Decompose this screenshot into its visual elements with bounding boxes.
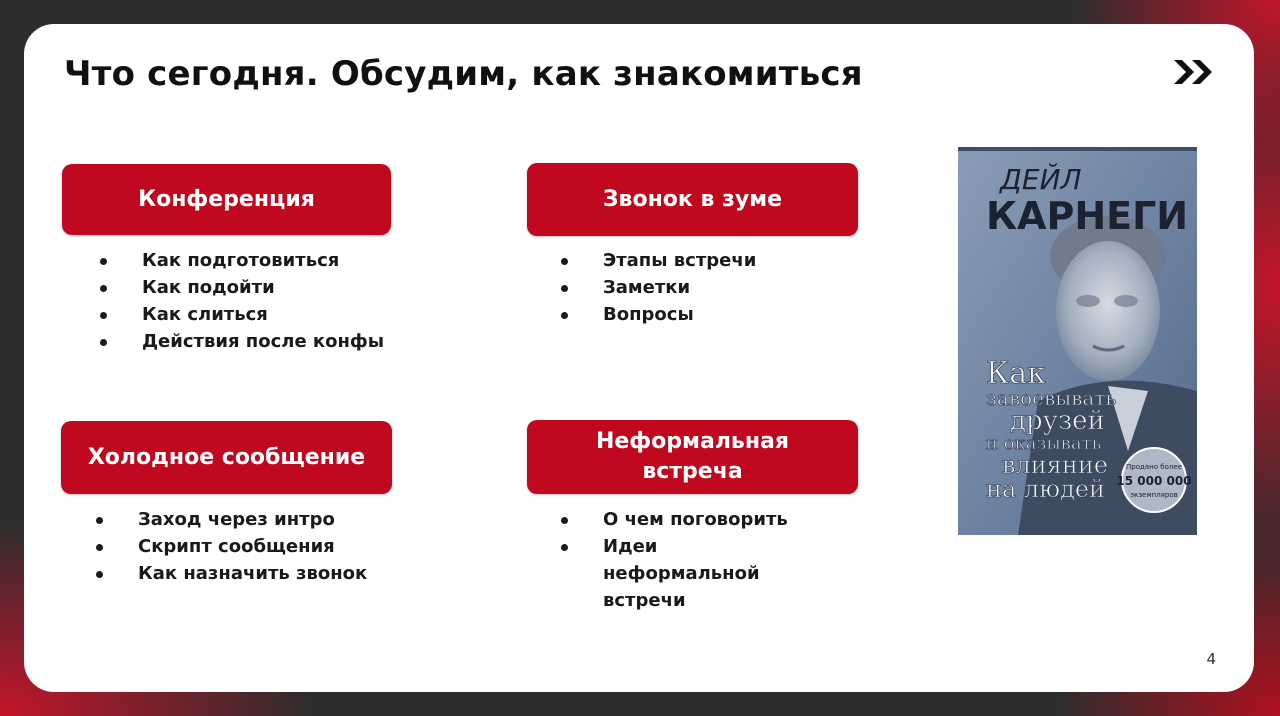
list-item: Этапы встречи bbox=[559, 247, 756, 274]
book-author-last: КАРНЕГИ bbox=[986, 194, 1189, 238]
list-item: Действия после конфы bbox=[98, 328, 384, 355]
svg-text:экземпляров: экземпляров bbox=[1130, 491, 1178, 499]
svg-text:15 000 000: 15 000 000 bbox=[1116, 474, 1192, 488]
section-title-informal-meeting: Неформальная встреча bbox=[527, 420, 858, 494]
list-item: Как подойти bbox=[98, 274, 384, 301]
list-item: Как слиться bbox=[98, 301, 384, 328]
list-item: Скрипт сообщения bbox=[94, 533, 367, 560]
slide-title: Что сегодня. Обсудим, как знакомиться bbox=[64, 54, 863, 94]
section-title-zoom-call: Звонок в зуме bbox=[527, 163, 858, 236]
svg-text:и оказывать: и оказывать bbox=[986, 433, 1102, 454]
double-chevron-right-icon bbox=[1174, 60, 1214, 84]
svg-text:Продано более: Продано более bbox=[1126, 463, 1182, 471]
list-item: Как назначить звонок bbox=[94, 560, 367, 587]
page-number: 4 bbox=[1206, 650, 1216, 668]
conference-list bbox=[98, 247, 384, 355]
list-item: Как подготовиться bbox=[98, 247, 384, 274]
book-cover-image bbox=[958, 147, 1197, 535]
slide bbox=[24, 24, 1254, 692]
zoom-call-list bbox=[559, 247, 756, 328]
svg-text:друзей: друзей bbox=[1010, 406, 1105, 436]
section-title-conference: Конференция bbox=[62, 164, 391, 235]
book-author-first: ДЕЙЛ bbox=[1000, 163, 1082, 196]
list-item: О чем поговорить bbox=[559, 506, 819, 533]
informal-meeting-list bbox=[559, 506, 819, 614]
svg-text:Как: Как bbox=[986, 356, 1046, 391]
svg-text:завоевывать: завоевывать bbox=[986, 386, 1117, 410]
svg-text:на людей: на людей bbox=[986, 475, 1106, 503]
cold-message-list bbox=[94, 506, 367, 587]
svg-text:влияние: влияние bbox=[1002, 451, 1109, 479]
list-item: Заход через интро bbox=[94, 506, 367, 533]
book-cover-illustration bbox=[958, 151, 1197, 535]
section-title-cold-message: Холодное сообщение bbox=[61, 421, 392, 494]
list-item: Вопросы bbox=[559, 301, 756, 328]
list-item: Идеи неформальной встречи bbox=[559, 533, 819, 614]
list-item: Заметки bbox=[559, 274, 756, 301]
